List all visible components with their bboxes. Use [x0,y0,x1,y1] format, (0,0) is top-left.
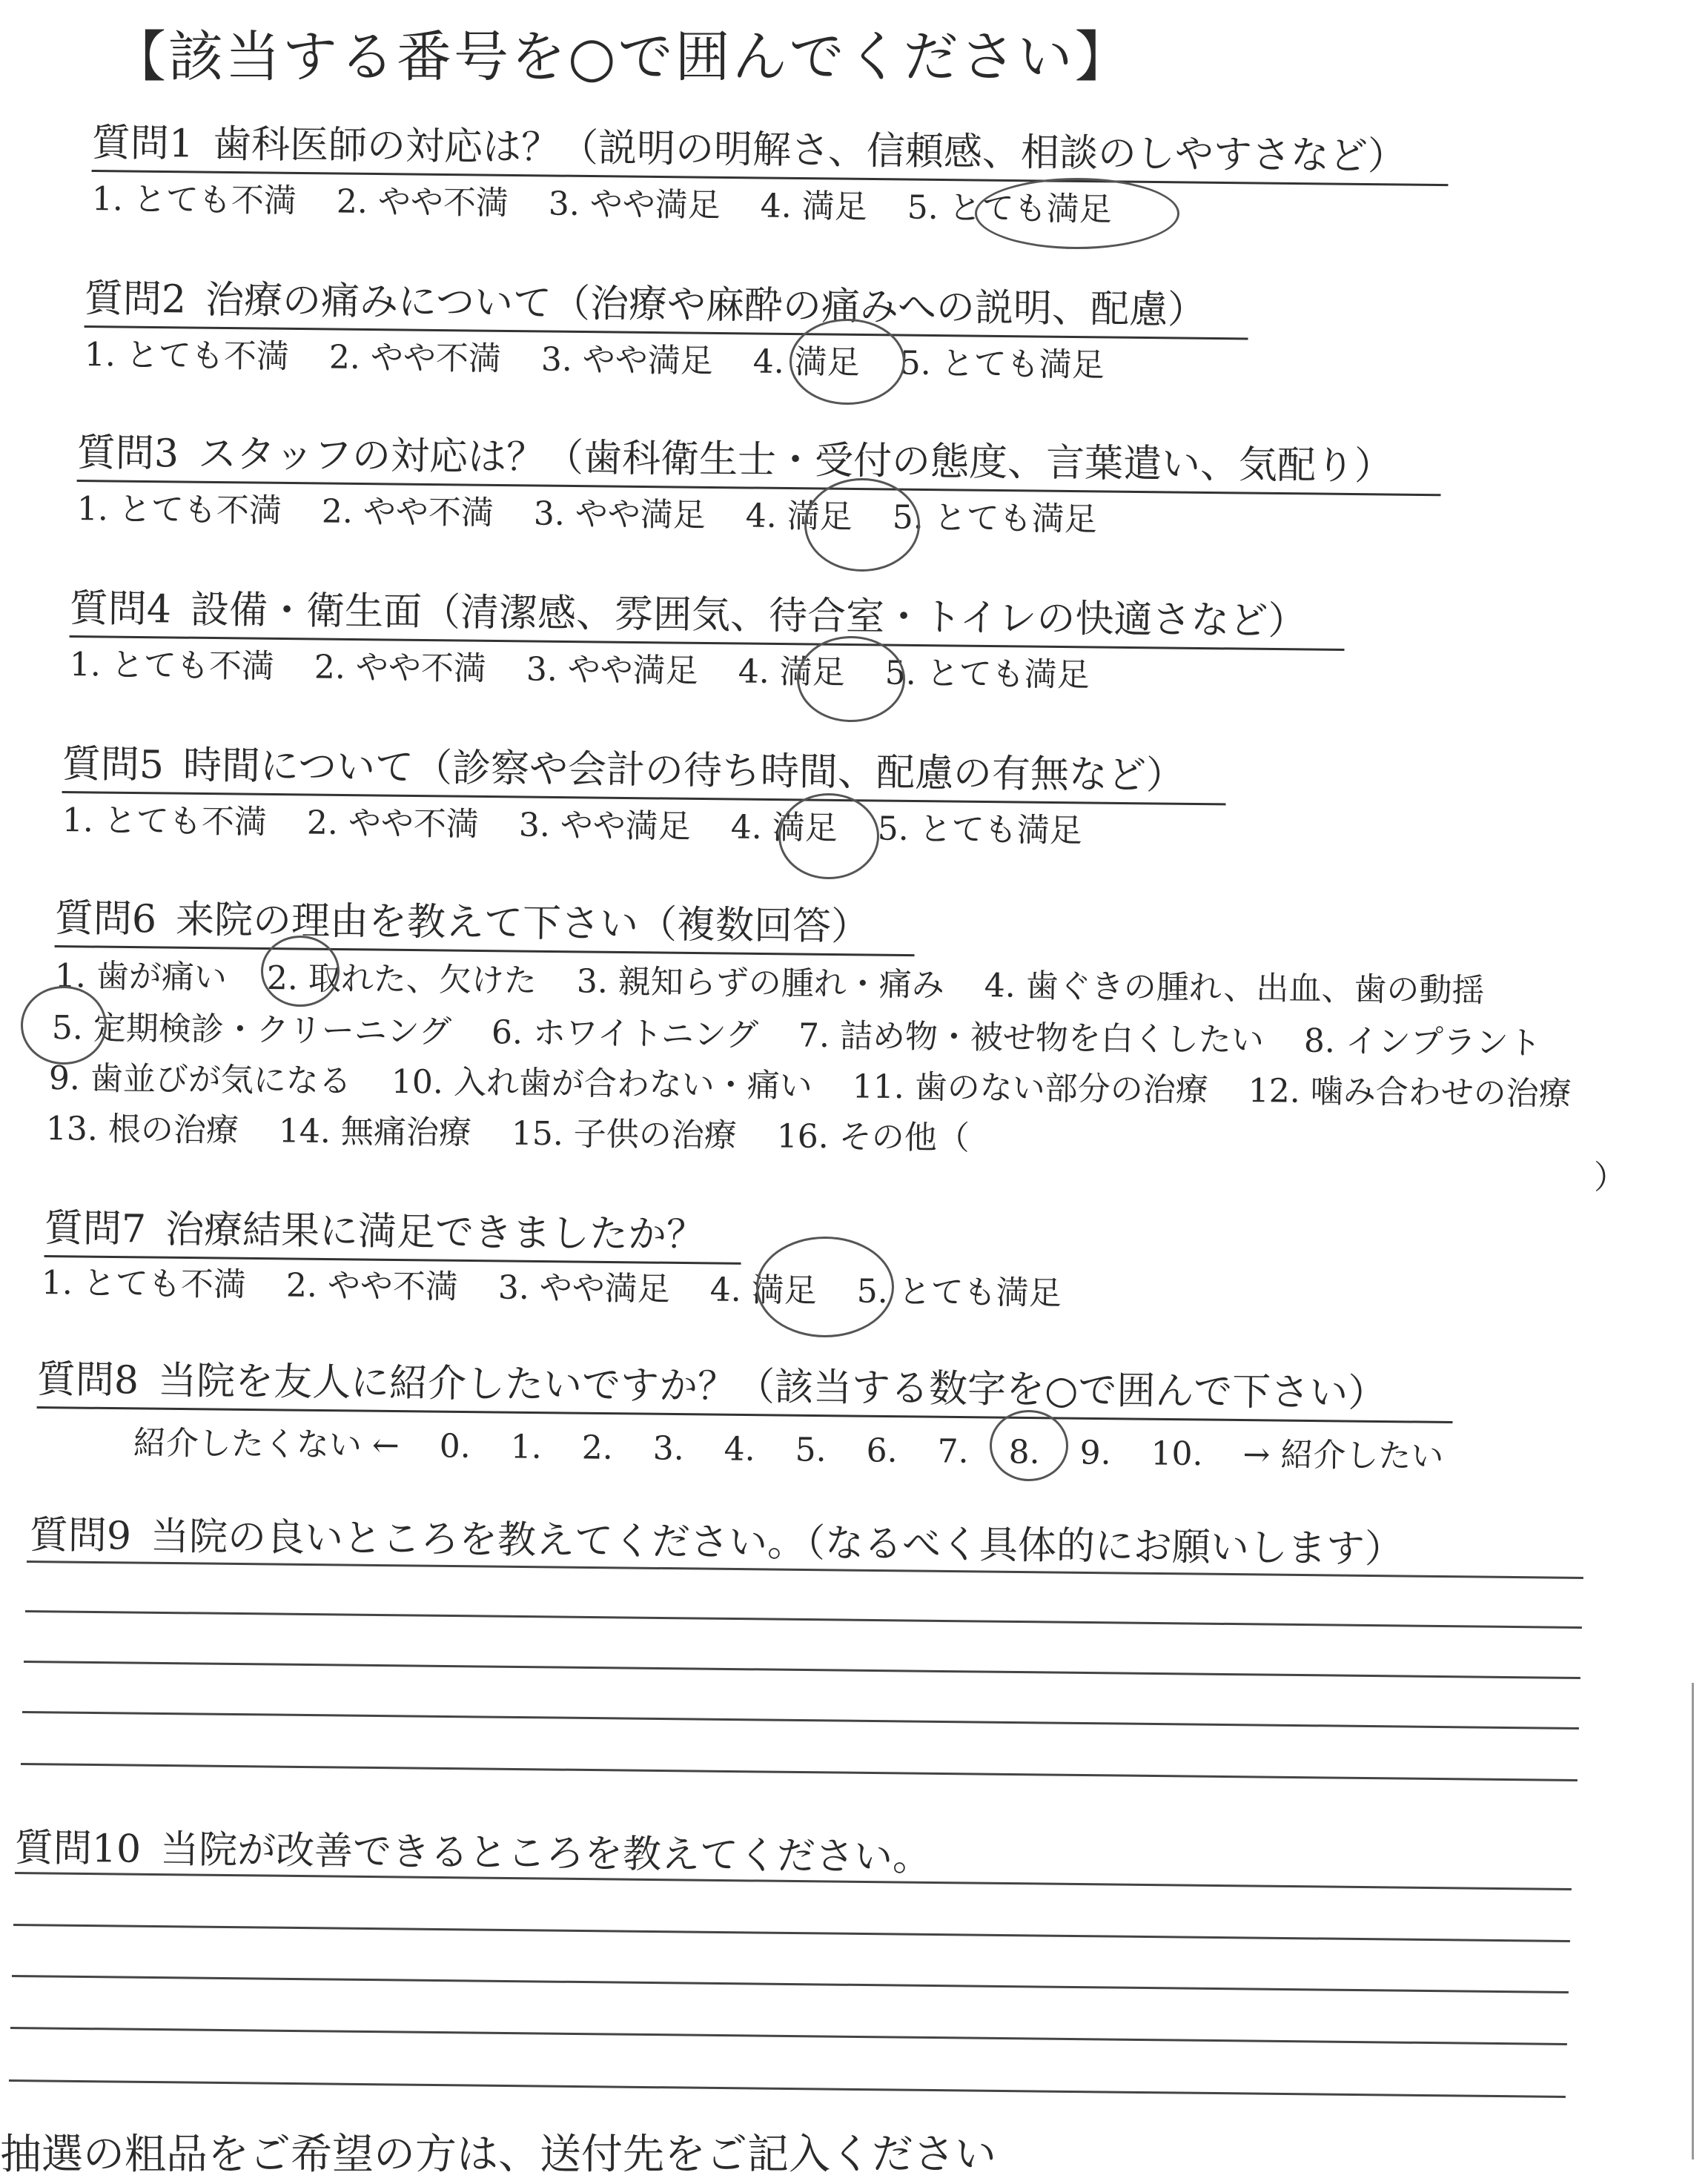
question-label: 質問6 [54,896,157,942]
scale-left-label: 紹介したくない ← [133,1424,400,1465]
answer-line [24,1661,1580,1679]
scale-right-label: → 紹介したい [1242,1435,1444,1476]
reason-option[interactable]: 1. 歯が痛い [54,957,228,997]
reason-option[interactable]: 13. 根の治療 [45,1110,239,1150]
options-q3 [77,482,1137,540]
score-5[interactable]: 5. [795,1431,827,1469]
option-2[interactable]: 2. やや不満 [328,338,502,378]
reason-option[interactable]: 2. 取れた、欠けた [266,959,537,1000]
question-text: 当院を友人に紹介したいですか？（該当する数字を○で囲んで下さい） [157,1358,1387,1417]
scan-edge [1692,1683,1694,2160]
option-1[interactable]: 1. とても不満 [76,490,282,530]
option-2[interactable]: 2. やや不満 [314,648,487,688]
options-q7 [42,1256,1102,1314]
answer-circle-q5 [778,793,879,879]
reason-option[interactable]: 16. その他（ [776,1117,970,1158]
reason-option[interactable]: 8. インプラント [1303,1022,1542,1063]
question-label: 質問3 [76,431,179,477]
reason-option[interactable]: 15. 子供の治療 [511,1114,738,1155]
question-text: 治療結果に満足できましたか？ [165,1207,706,1258]
answer-line [10,2027,1567,2045]
option-1[interactable]: 1. とても不満 [62,801,268,841]
option-5[interactable]: 5. とても満足 [884,654,1090,695]
answer-circle-q8 [990,1410,1068,1481]
question-text: 当院が改善できるところを教えてください。 [159,1827,932,1880]
page-title: 【該当する番号を○で囲んでください】 [111,25,1132,89]
question-text: 時間について（診察や会計の待ち時間、配慮の有無など） [182,743,1185,798]
question-label: 質問2 [84,277,187,322]
question-label: 質問1 [91,121,194,167]
reason-option[interactable]: 3. 親知らずの腫れ・痛み [576,962,945,1005]
question-label: 質問10 [14,1826,142,1872]
answer-line [22,1711,1579,1730]
options-q5 [62,793,1122,852]
option-4[interactable]: 4. 満足 [730,808,838,847]
question-label: 質問5 [62,742,165,788]
option-5[interactable]: 5. とても満足 [877,810,1082,850]
score-4[interactable]: 4. [724,1430,755,1469]
option-5[interactable]: 5. とても満足 [907,188,1112,229]
reason-option[interactable]: 4. 歯ぐきの腫れ、出血、歯の動揺 [984,967,1485,1010]
option-5[interactable]: 5. とても満足 [899,344,1105,385]
option-2[interactable]: 2. やや不満 [336,182,509,222]
q6-options-row-4 [46,1102,1010,1159]
score-10[interactable]: 10. [1151,1434,1203,1474]
score-6[interactable]: 6. [866,1432,898,1470]
answer-circle-q3 [804,478,920,572]
answer-line [13,1924,1570,1942]
question-text: 来院の理由を教えて下さい（複数回答） [175,897,870,950]
option-1[interactable]: 1. とても不満 [84,336,290,376]
option-4[interactable]: 4. 満足 [738,652,846,692]
reason-option[interactable]: 5. 定期検診・クリーニング [51,1009,452,1051]
question-7 [44,1197,742,1265]
option-2[interactable]: 2. やや不満 [306,804,480,844]
question-text: 当院の良いところを教えてください。（なるべく具体的にお願いします） [150,1514,1404,1572]
answer-line [12,1975,1569,1993]
option-2[interactable]: 2. やや不満 [321,492,494,532]
reason-option[interactable]: 6. ホワイトニング [491,1013,759,1054]
option-4[interactable]: 4. 満足 [709,1271,818,1310]
option-1[interactable]: 1. とても不満 [41,1264,247,1304]
option-4[interactable]: 4. 満足 [745,497,853,536]
option-3[interactable]: 3. やや満足 [540,340,714,380]
question-text: 治療の痛みについて（治療や麻酔の痛みへの説明、配慮） [205,277,1207,333]
option-4[interactable]: 4. 満足 [752,342,861,382]
answer-circle-q6-2 [261,936,340,1007]
score-3[interactable]: 3. [652,1429,684,1468]
question-text: 設備・衛生面（清潔感、雰囲気、待合室・トイレの快適さなど） [190,587,1307,644]
score-2[interactable]: 2. [581,1429,613,1467]
q8-recommend-scale [133,1416,1484,1477]
option-5[interactable]: 5. とても満足 [856,1272,1062,1313]
option-3[interactable]: 3. やや満足 [533,494,706,535]
options-q2 [85,328,1145,386]
question-6 [55,887,916,956]
question-label: 質問7 [44,1206,147,1252]
question-label: 質問4 [69,586,172,632]
option-1[interactable]: 1. とても不満 [69,646,275,686]
score-9[interactable]: 9. [1079,1434,1111,1472]
option-3[interactable]: 3. やや満足 [518,806,692,846]
answer-line [9,2079,1566,2098]
question-label: 質問8 [36,1357,139,1403]
option-5[interactable]: 5. とても満足 [892,498,1097,539]
question-9 [30,1503,1476,1577]
answer-circle-q4 [797,636,905,722]
reason-option[interactable]: 9. 歯並びが気になる [48,1059,352,1101]
option-1[interactable]: 1. とても不満 [91,180,297,220]
reason-option[interactable]: 10. 入れ歯が合わない・痛い [391,1062,813,1105]
question-text: スタッフの対応は？（歯科衛生士・受付の態度、言葉遣い、気配り） [197,431,1394,489]
option-2[interactable]: 2. やや不満 [285,1266,459,1306]
answer-circle-q6-5 [21,986,107,1065]
q6-other-close: ） [1594,1159,1626,1197]
option-4[interactable]: 4. 満足 [760,187,868,226]
question-text: 歯科医師の対応は？（説明の明解さ、信頼感、相談のしやすさなど） [212,122,1407,179]
question-8 [37,1348,1454,1423]
footer-note: 抽選の粗品をご希望の方は、送付先をご記入ください [0,2131,996,2179]
option-3[interactable]: 3. やや満足 [526,650,699,690]
answer-line [25,1610,1582,1629]
score-8[interactable]: 8. [1008,1433,1040,1472]
reason-option[interactable]: 14. 無痛治療 [278,1112,472,1153]
options-q4 [70,638,1130,696]
option-3[interactable]: 3. やや満足 [497,1268,671,1308]
reason-option[interactable]: 7. 詰め物・被せ物を白くしたい [798,1016,1265,1060]
answer-circle-q2 [790,319,905,405]
answer-circle-q7 [756,1237,894,1337]
reason-option[interactable]: 11. 歯のない部分の治療 [852,1068,1209,1110]
reason-option[interactable]: 12. 噛み合わせの治療 [1248,1071,1572,1113]
option-3[interactable]: 3. やや満足 [548,185,721,225]
score-7[interactable]: 7. [937,1432,969,1471]
answer-circle-q1 [975,178,1179,249]
score-0[interactable]: 0. [439,1427,471,1466]
score-1[interactable]: 1. [510,1428,543,1466]
question-label: 質問9 [29,1513,132,1559]
answer-line [21,1763,1578,1781]
